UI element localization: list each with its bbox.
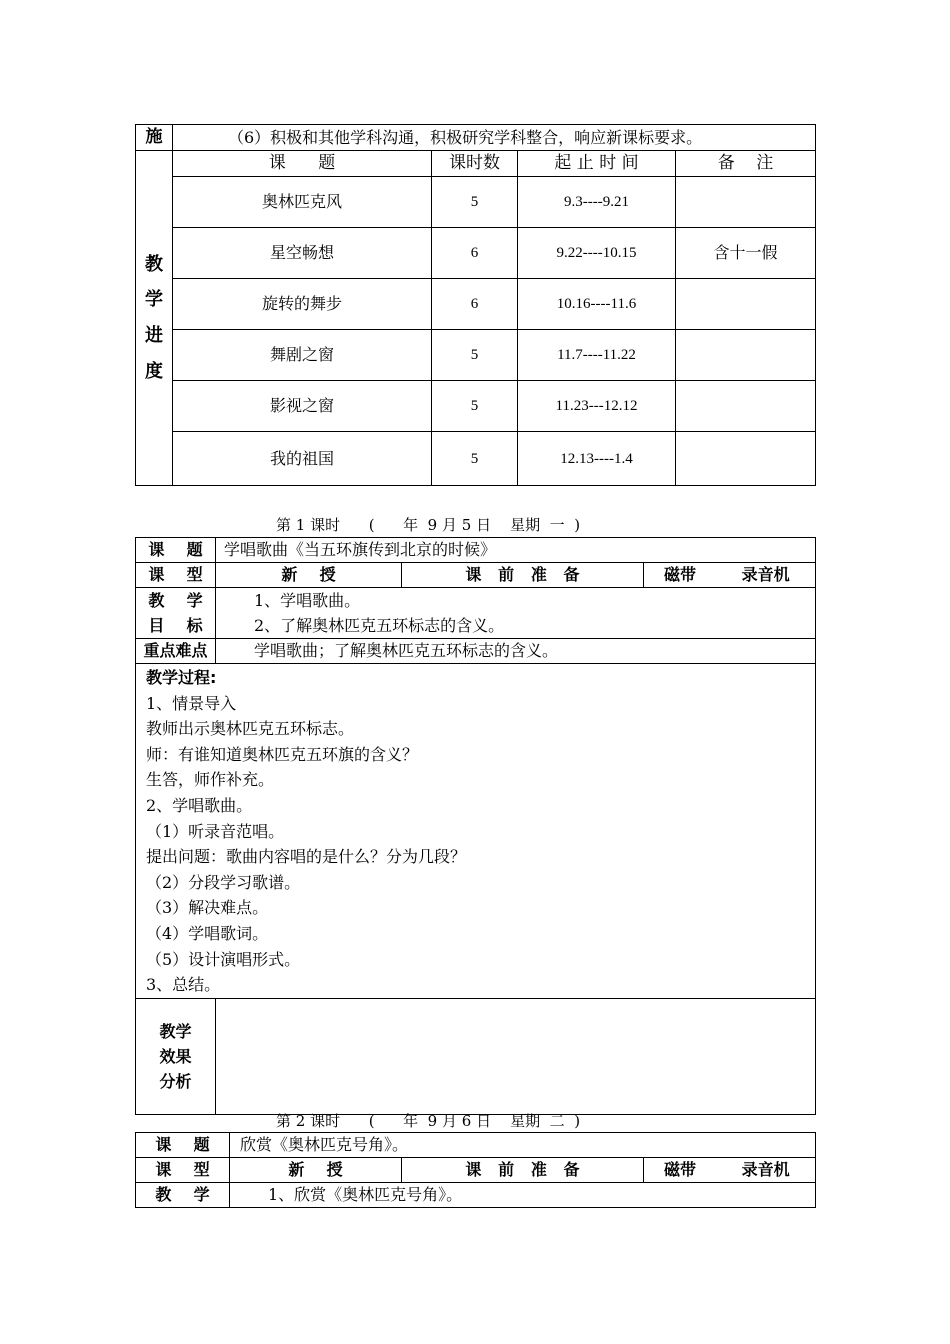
label-topic: 课 题 bbox=[136, 1133, 230, 1158]
row-hours: 6 bbox=[432, 228, 518, 279]
header-hours: 课时数 bbox=[432, 151, 518, 177]
goal-item: 1、学唱歌曲。 bbox=[254, 591, 361, 610]
lesson1-caption: 第 1 课时 ( 年 9 月 5 日 星期 一 ) bbox=[276, 516, 581, 534]
effect-analysis-content bbox=[216, 998, 816, 1114]
goal-item: 2、了解奥林匹克五环标志的含义。 bbox=[254, 616, 505, 635]
process-step: 2、学唱歌曲。 bbox=[146, 795, 253, 815]
lesson-type: 新 授 bbox=[216, 563, 402, 588]
process-step: 生答，师作补充。 bbox=[146, 770, 275, 790]
label-type: 课 型 bbox=[136, 1158, 230, 1183]
label-prep: 课 前 准 备 bbox=[402, 563, 644, 588]
row-period: 9.22----10.15 bbox=[518, 228, 676, 279]
process-step: （1）听录音范唱。 bbox=[146, 821, 285, 841]
row-note bbox=[676, 432, 816, 486]
process-step: 3、总结。 bbox=[146, 975, 221, 995]
table-row bbox=[136, 177, 816, 228]
process-step: （3）解决难点。 bbox=[146, 898, 269, 918]
row-title: 我的祖国 bbox=[173, 432, 432, 486]
lesson-topic: 学唱歌曲《当五环旗传到北京的时候》 bbox=[216, 538, 816, 563]
row-hours: 6 bbox=[432, 279, 518, 330]
process-step: 提出问题：歌曲内容唱的是什么？分为几段？ bbox=[146, 847, 467, 867]
label-effect-analysis: 教学 效果 分析 bbox=[136, 998, 216, 1114]
row-hours: 5 bbox=[432, 330, 518, 381]
row-note bbox=[676, 381, 816, 432]
row-period: 9.3----9.21 bbox=[518, 177, 676, 228]
row-note bbox=[676, 330, 816, 381]
lesson-prep bbox=[644, 1158, 816, 1183]
row-period: 12.13----1.4 bbox=[518, 432, 676, 486]
row-hours: 5 bbox=[432, 177, 518, 228]
lesson-prep bbox=[644, 563, 816, 588]
lesson-goals bbox=[216, 588, 816, 639]
row-title: 星空畅想 bbox=[173, 228, 432, 279]
header-title: 课 题 bbox=[173, 151, 432, 177]
process-step: 师：有谁知道奥林匹克五环旗的含义？ bbox=[146, 744, 419, 764]
prep-item-recorder: 录音机 bbox=[741, 565, 790, 585]
process-title: 教学过程: bbox=[146, 668, 217, 687]
label-key-points: 重点难点 bbox=[136, 639, 216, 664]
lesson2-table bbox=[135, 1132, 816, 1208]
row-title: 旋转的舞步 bbox=[173, 279, 432, 330]
lesson-topic: 欣赏《奥林匹克号角》。 bbox=[230, 1133, 816, 1158]
side-label-progress: 教 学 进 度 bbox=[136, 151, 173, 486]
label-goals: 教 学 bbox=[136, 1183, 230, 1208]
header-note: 备 注 bbox=[676, 151, 816, 177]
process-step: （5）设计演唱形式。 bbox=[146, 949, 301, 969]
row-period: 11.7----11.22 bbox=[518, 330, 676, 381]
label-topic: 课 题 bbox=[136, 538, 216, 563]
row-hours: 5 bbox=[432, 381, 518, 432]
process-step: （4）学唱歌词。 bbox=[146, 923, 269, 943]
table-row bbox=[136, 279, 816, 330]
process-step: 1、情景导入 bbox=[146, 693, 237, 713]
row-title: 奥林匹克风 bbox=[173, 177, 432, 228]
prep-item-tape: 磁带 bbox=[664, 1160, 697, 1180]
goal-item: 1、欣赏《奥林匹克号角》。 bbox=[230, 1183, 816, 1208]
label-type: 课 型 bbox=[136, 563, 216, 588]
row-title: 舞剧之窗 bbox=[173, 330, 432, 381]
table-row bbox=[136, 228, 816, 279]
row-note: 含十一假 bbox=[676, 228, 816, 279]
lesson1-table bbox=[135, 537, 816, 1115]
label-goals: 教 学 目 标 bbox=[136, 588, 216, 639]
top-note: （6）积极和其他学科沟通，积极研究学科整合，响应新课标要求。 bbox=[173, 125, 816, 151]
table-row bbox=[136, 381, 816, 432]
lesson2-caption: 第 2 课时 ( 年 9 月 6 日 星期 二 ) bbox=[276, 1112, 581, 1130]
prep-item-tape: 磁带 bbox=[664, 565, 697, 585]
process-step: （2）分段学习歌谱。 bbox=[146, 872, 301, 892]
top-left-char: 施 bbox=[136, 125, 173, 151]
lesson-type: 新 授 bbox=[230, 1158, 402, 1183]
row-note bbox=[676, 177, 816, 228]
row-note bbox=[676, 279, 816, 330]
header-period: 起 止 时 间 bbox=[518, 151, 676, 177]
row-hours: 5 bbox=[432, 432, 518, 486]
teaching-process bbox=[136, 664, 816, 999]
process-step: 教师出示奥林匹克五环标志。 bbox=[146, 719, 355, 739]
row-period: 10.16----11.6 bbox=[518, 279, 676, 330]
row-title: 影视之窗 bbox=[173, 381, 432, 432]
table-row bbox=[136, 330, 816, 381]
key-points: 学唱歌曲；了解奥林匹克五环标志的含义。 bbox=[216, 639, 816, 664]
row-period: 11.23---12.12 bbox=[518, 381, 676, 432]
prep-item-recorder: 录音机 bbox=[741, 1160, 790, 1180]
schedule-table bbox=[135, 124, 816, 486]
label-prep: 课 前 准 备 bbox=[402, 1158, 644, 1183]
table-row bbox=[136, 432, 816, 486]
